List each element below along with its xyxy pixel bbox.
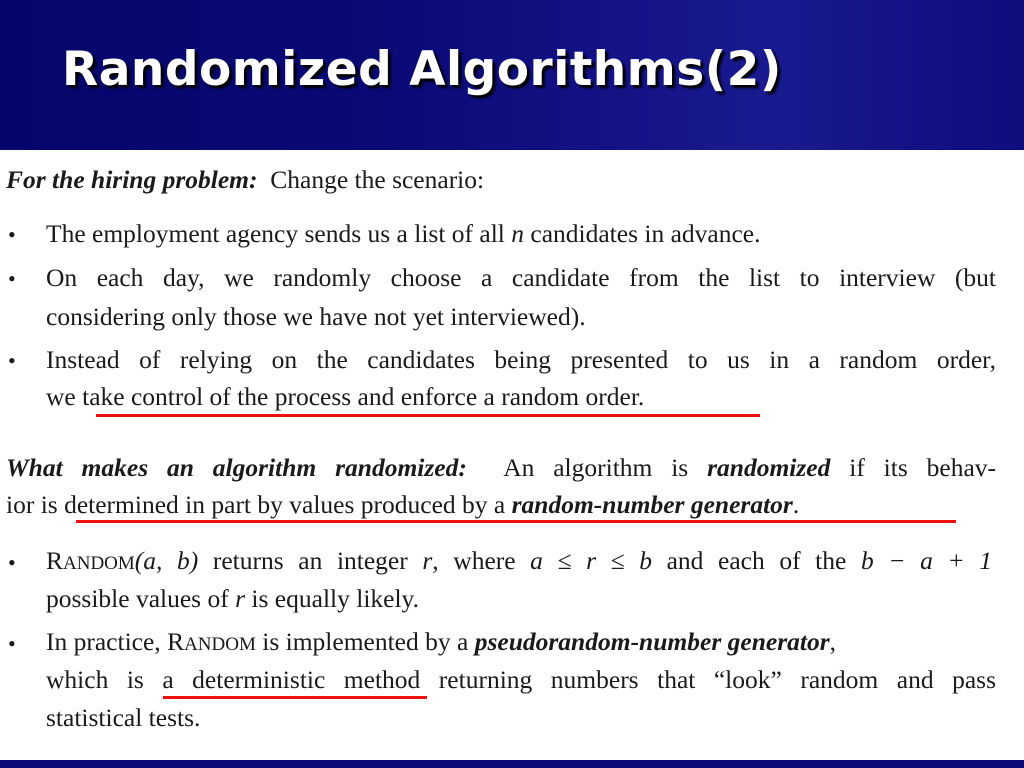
- bullet-text: and each of the: [652, 546, 861, 575]
- bullet-random-returns-line1: [46, 548, 992, 574]
- bullet-marker: •: [8, 550, 16, 575]
- bullet-instead-line1: Instead of relying on the candidates being presented to us in a random order,: [46, 345, 996, 374]
- random-smallcaps: ANDOM: [184, 634, 256, 655]
- bullet-text: returns an integer: [198, 546, 423, 575]
- random-args: (a, b): [134, 546, 199, 575]
- section2-text: ior is determined in part by values produced by a: [6, 490, 512, 519]
- bullet-marker: •: [8, 266, 16, 291]
- section2-text: .: [792, 490, 800, 519]
- bullet-practice-line1: [46, 629, 836, 655]
- bullet-text: is equally likely.: [245, 584, 420, 613]
- bullet-text: is implemented by a: [255, 627, 475, 656]
- rng-term: random-number generator: [511, 490, 793, 519]
- red-underline-deterministic: [163, 696, 427, 699]
- var-r: r: [422, 546, 433, 575]
- bullet-text: ,: [829, 627, 836, 656]
- section2-text: if its behav-: [830, 453, 997, 482]
- section2-heading-bold: What makes an algorithm randomized:: [6, 453, 467, 482]
- section1-heading-rest: Change the scenario:: [270, 165, 485, 194]
- section2-line2: [6, 492, 799, 518]
- bottom-band: [0, 760, 1024, 768]
- bullet-marker: •: [8, 348, 16, 373]
- bullet-random-returns-line2: [46, 586, 419, 612]
- bullet-text: In practice,: [46, 627, 168, 656]
- bullet-marker: •: [8, 631, 16, 656]
- section1-heading: [6, 167, 484, 193]
- bullet-text: candidates in advance.: [524, 219, 761, 248]
- random-smallcaps: ANDOM: [63, 553, 135, 574]
- red-underline-determined: [76, 520, 956, 523]
- red-underline-process: [96, 414, 760, 417]
- randomized-term: randomized: [707, 453, 831, 482]
- bullet-text: , where: [432, 546, 531, 575]
- section2-text: An algorithm is: [503, 453, 708, 482]
- bullet-practice-line3: statistical tests.: [46, 703, 201, 732]
- inequality: a ≤ r ≤ b: [530, 546, 652, 575]
- bullet-random-choose-line2: considering only those we have not yet interviewed).: [46, 302, 586, 331]
- prng-term: pseudorandom-number generator: [474, 627, 830, 656]
- var-r: r: [235, 584, 246, 613]
- bullet-marker: •: [8, 222, 16, 247]
- section2-line1: [6, 455, 996, 481]
- bullet-random-choose-line1: On each day, we randomly choose a candidate from the list to interview (but: [46, 263, 996, 292]
- content-panel: [0, 150, 1024, 760]
- var-n: n: [511, 219, 525, 248]
- bullet-instead-line2: we take control of the process and enforce a random order.: [46, 382, 645, 411]
- bullet-text: possible values of: [46, 584, 236, 613]
- bullet-practice-line2: which is a deterministic method returning numbers that “look” random and pass: [46, 665, 996, 694]
- count-expression: b − a + 1: [860, 546, 993, 575]
- random-cap: R: [46, 546, 64, 575]
- section1-heading-bold: For the hiring problem:: [6, 165, 258, 194]
- bullet-agency: [46, 221, 761, 247]
- slide-title: Randomized Algorithms(2): [62, 42, 782, 97]
- bullet-text: The employment agency sends us a list of all: [46, 219, 512, 248]
- random-cap: R: [167, 627, 185, 656]
